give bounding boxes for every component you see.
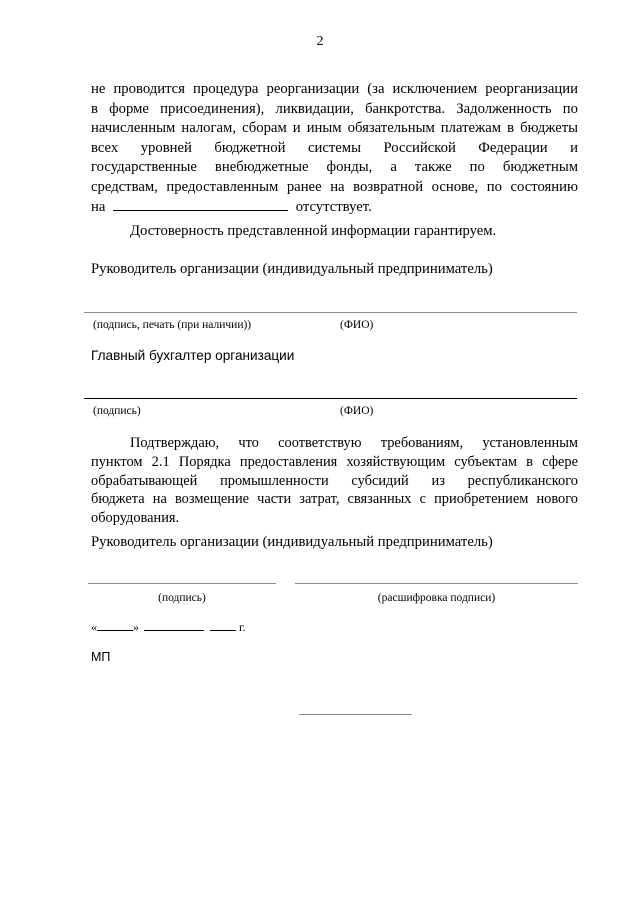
open-quote: « — [91, 620, 97, 634]
page-number: 2 — [316, 34, 324, 49]
text-line: начисленным налогам, сборам и иным обязательным платежам в бюджеты — [91, 120, 578, 136]
paragraph-confirmation — [91, 434, 578, 528]
date-line — [91, 620, 246, 635]
text-line: в форме присоединения), ликвидации, банкротства. Задолженность по — [91, 100, 578, 117]
text-absent: отсутствует. — [295, 199, 372, 215]
paragraph-debt-status — [91, 80, 578, 218]
close-quote: » — [133, 620, 139, 634]
signature-caption: (подпись, печать (при наличии)) — [93, 319, 252, 331]
date-blank-field[interactable] — [113, 197, 288, 211]
closing-rule — [299, 714, 412, 715]
text-line: всех уровней бюджетной системы Российской Федерации и — [91, 139, 578, 156]
day-blank-field[interactable] — [97, 620, 133, 631]
text-line: государственные внебюджетные фонды, а также по бюджетным — [91, 159, 578, 175]
month-blank-field[interactable] — [144, 620, 204, 631]
fio-caption: (ФИО) — [340, 405, 374, 417]
signature-line-head[interactable] — [84, 312, 577, 313]
chief-accountant-label: Главный бухгалтер организации — [91, 348, 295, 363]
guarantee-statement: Достоверность представленной информации гарантируем. — [130, 223, 497, 239]
stamp-place-label: МП — [91, 650, 111, 664]
signature-caption: (подпись) — [158, 592, 206, 604]
signature-caption: (подпись) — [93, 405, 141, 417]
head-of-organization-label: Руководитель организации (индивидуальный предприниматель) — [91, 534, 493, 550]
fio-caption: (ФИО) — [340, 319, 374, 331]
signature-decoding-caption: (расшифровка подписи) — [377, 592, 496, 604]
signature-decoding-line[interactable] — [295, 583, 578, 584]
text-na: на — [91, 199, 106, 215]
text-line-date — [91, 197, 578, 218]
year-blank-field[interactable] — [210, 620, 236, 631]
text-line: пунктом 2.1 Порядка предоставления хозяйствующим субъектам в сфере — [91, 453, 578, 470]
signature-line[interactable] — [88, 583, 276, 584]
text-line: не проводится процедура реорганизации (за исключением реорганизации — [91, 81, 578, 97]
year-suffix: г. — [239, 620, 246, 634]
head-of-organization-label: Руководитель организации (индивидуальный предприниматель) — [91, 261, 493, 277]
text-line: обрабатывающей промышленности субсидий из республиканского — [91, 472, 578, 489]
text-line: Подтверждаю, что соответствую требованиям, установленным — [130, 435, 578, 451]
text-line: оборудования. — [91, 510, 180, 527]
signature-line-accountant[interactable] — [84, 398, 577, 399]
text-line: бюджета на возмещение части затрат, связанных с приобретением нового — [91, 491, 578, 508]
text-line: средствам, предоставленным ранее на возвратной основе, по состоянию — [91, 178, 578, 195]
